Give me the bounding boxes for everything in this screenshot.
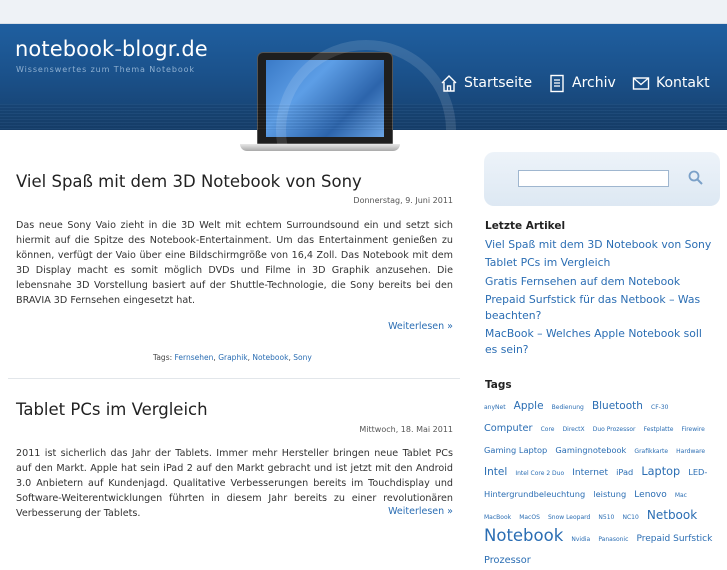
tag-cloud-link[interactable]: MacBook bbox=[484, 514, 512, 521]
tag-cloud-link[interactable]: Computer bbox=[484, 423, 533, 434]
post-date: Donnerstag, 9. Juni 2011 bbox=[353, 196, 453, 205]
nav-startseite[interactable] bbox=[440, 70, 532, 96]
tag-cloud-link[interactable]: Intel Core 2 Duo bbox=[515, 470, 565, 477]
laptop-illustration bbox=[240, 52, 400, 156]
tag-cloud-link[interactable]: Bedienung bbox=[551, 404, 584, 411]
tag-link[interactable]: Notebook bbox=[252, 353, 289, 362]
tag-link[interactable]: Fernsehen bbox=[174, 353, 214, 362]
tag-cloud-link[interactable]: Nvidia bbox=[571, 536, 591, 543]
tag-link[interactable]: Graphik bbox=[218, 353, 248, 362]
laptop-base bbox=[240, 144, 400, 151]
post-sony-3d bbox=[16, 172, 453, 372]
post-tags: Tags: Fernsehen, Graphik, Notebook, Sony bbox=[153, 353, 312, 362]
search-box bbox=[484, 152, 720, 206]
tag-cloud-link[interactable]: Lenovo bbox=[634, 490, 667, 500]
tag-cloud-link[interactable]: Hardware bbox=[676, 448, 706, 455]
search-input[interactable] bbox=[518, 170, 669, 187]
tag-cloud-link[interactable]: Snow Leopard bbox=[547, 514, 591, 521]
laptop-screen bbox=[266, 60, 384, 137]
tag-cloud-link[interactable]: Firewire bbox=[681, 426, 705, 433]
tag-cloud-link[interactable]: Notebook bbox=[484, 526, 564, 545]
tag-cloud-link[interactable]: Duo Prozessor bbox=[592, 426, 636, 433]
logo-text-rest: blogr.de bbox=[122, 37, 208, 61]
tags-heading: Tags bbox=[485, 379, 512, 391]
search-icon[interactable] bbox=[687, 169, 705, 187]
nav-archiv[interactable] bbox=[548, 70, 616, 96]
tag-cloud-link[interactable]: Prozessor bbox=[484, 555, 531, 566]
nav-label: Kontakt bbox=[656, 75, 710, 91]
site-logo[interactable] bbox=[15, 37, 208, 61]
nav-kontakt[interactable] bbox=[632, 70, 710, 96]
post-body: Das neue Sony Vaio zieht in die 3D Welt mit echtem Surroundsound ein und setzt sich hiermit auf die Spitze des Notebook-Entertainment. Um das Entertainment genießen zu können, verfügt der Vaio über eine Bildschirmgröße von 16,4 Zoll. Das Notebook mit dem 3D Display macht es somit möglich DVDs und Filme in 3D Graphik anzusehen. Die lebensnahe 3D Vorstellung basiert auf der Shuttle-Technologie, die Sony bereits bei den BRAVIA 3D Fernsehen eingesetzt hat. bbox=[16, 220, 453, 306]
tag-cloud-link[interactable]: LED-Hintergrundbeleuchtung bbox=[484, 467, 708, 499]
post-title[interactable]: Tablet PCs im Vergleich bbox=[16, 400, 208, 419]
tag-cloud-link[interactable]: Internet bbox=[572, 468, 608, 478]
read-more-link[interactable]: Weiterlesen » bbox=[388, 506, 453, 517]
home-icon bbox=[440, 73, 458, 93]
tag-cloud-link[interactable]: CF-30 bbox=[651, 404, 669, 411]
tag-cloud-link[interactable]: N510 bbox=[598, 514, 615, 521]
site-tagline: Wissenswertes zum Thema Notebook bbox=[16, 65, 195, 74]
recent-article-link[interactable]: MacBook – Welches Apple Notebook soll es sein? bbox=[485, 327, 702, 356]
post-date: Mittwoch, 18. Mai 2011 bbox=[359, 425, 453, 434]
tag-cloud bbox=[484, 395, 720, 570]
logo-text-dash: - bbox=[114, 37, 122, 61]
tag-cloud-link[interactable]: Panasonic bbox=[598, 536, 629, 543]
sidebar bbox=[470, 130, 727, 566]
tag-cloud-link[interactable]: DirectX bbox=[562, 426, 585, 433]
post-title[interactable]: Viel Spaß mit dem 3D Notebook von Sony bbox=[16, 172, 362, 191]
tag-cloud-link[interactable]: Apple bbox=[513, 400, 544, 412]
tag-cloud-link[interactable]: leistung bbox=[593, 489, 627, 499]
recent-article-link[interactable]: Viel Spaß mit dem 3D Notebook von Sony bbox=[485, 238, 712, 251]
post-divider bbox=[8, 378, 460, 379]
logo-text-main: notebook bbox=[15, 37, 115, 61]
tag-cloud-link[interactable]: iPad bbox=[616, 467, 634, 477]
recent-article-link[interactable]: Gratis Fernsehen auf dem Notebook bbox=[485, 275, 681, 288]
tag-cloud-link[interactable]: Prepaid Surfstick bbox=[636, 534, 713, 544]
mail-icon bbox=[632, 73, 650, 93]
tag-cloud-link[interactable]: Intel bbox=[484, 466, 508, 478]
recent-articles-heading: Letzte Artikel bbox=[485, 220, 566, 232]
top-strip bbox=[0, 0, 727, 24]
tag-cloud-link[interactable]: Netbook bbox=[646, 508, 698, 522]
post-body: 2011 ist sicherlich das Jahr der Tablets. Immer mehr Hersteller bringen neue Tablet PCs auf den Markt. Apple hat sein iPad 2 auf den Markt gebracht und ist jetzt mit den Android 3.0 Anbietern auf Kundenjagd. Qualitative Verbesserungen bereits im Touchdisplay und Software-Weiterentwicklungen führten in diesem Jahr bereits zu einer revolutionären Verbesserung der Tablets. bbox=[16, 448, 453, 519]
nav-label: Startseite bbox=[464, 75, 533, 91]
document-icon bbox=[548, 73, 566, 93]
laptop-lid bbox=[257, 52, 393, 144]
site-header bbox=[0, 24, 727, 130]
nav-label: Archiv bbox=[572, 75, 616, 91]
tag-cloud-link[interactable]: Laptop bbox=[641, 465, 681, 478]
tag-cloud-link[interactable]: anyNet bbox=[484, 404, 506, 411]
post-tablet-pcs bbox=[16, 400, 453, 540]
tag-cloud-link[interactable]: Gamingnotebook bbox=[555, 445, 627, 455]
tag-link[interactable]: Sony bbox=[293, 353, 312, 362]
tag-cloud-link[interactable]: MacOS bbox=[519, 514, 540, 521]
tag-cloud-link[interactable]: Mac bbox=[674, 492, 687, 499]
read-more-link[interactable]: Weiterlesen » bbox=[388, 321, 453, 332]
recent-article-link[interactable]: Prepaid Surfstick für das Netbook – Was beachten? bbox=[485, 293, 701, 322]
tag-cloud-link[interactable]: Festplatte bbox=[643, 426, 674, 433]
tag-cloud-link[interactable]: Grafikkarte bbox=[634, 448, 669, 455]
tags-label: Tags: bbox=[153, 353, 173, 362]
tag-cloud-link[interactable]: NC10 bbox=[622, 514, 639, 521]
tag-cloud-link[interactable]: Core bbox=[540, 426, 555, 433]
tag-cloud-link[interactable]: Gaming Laptop bbox=[484, 445, 548, 455]
recent-article-link[interactable]: Tablet PCs im Vergleich bbox=[485, 256, 611, 269]
tag-cloud-link[interactable]: Bluetooth bbox=[591, 400, 643, 412]
